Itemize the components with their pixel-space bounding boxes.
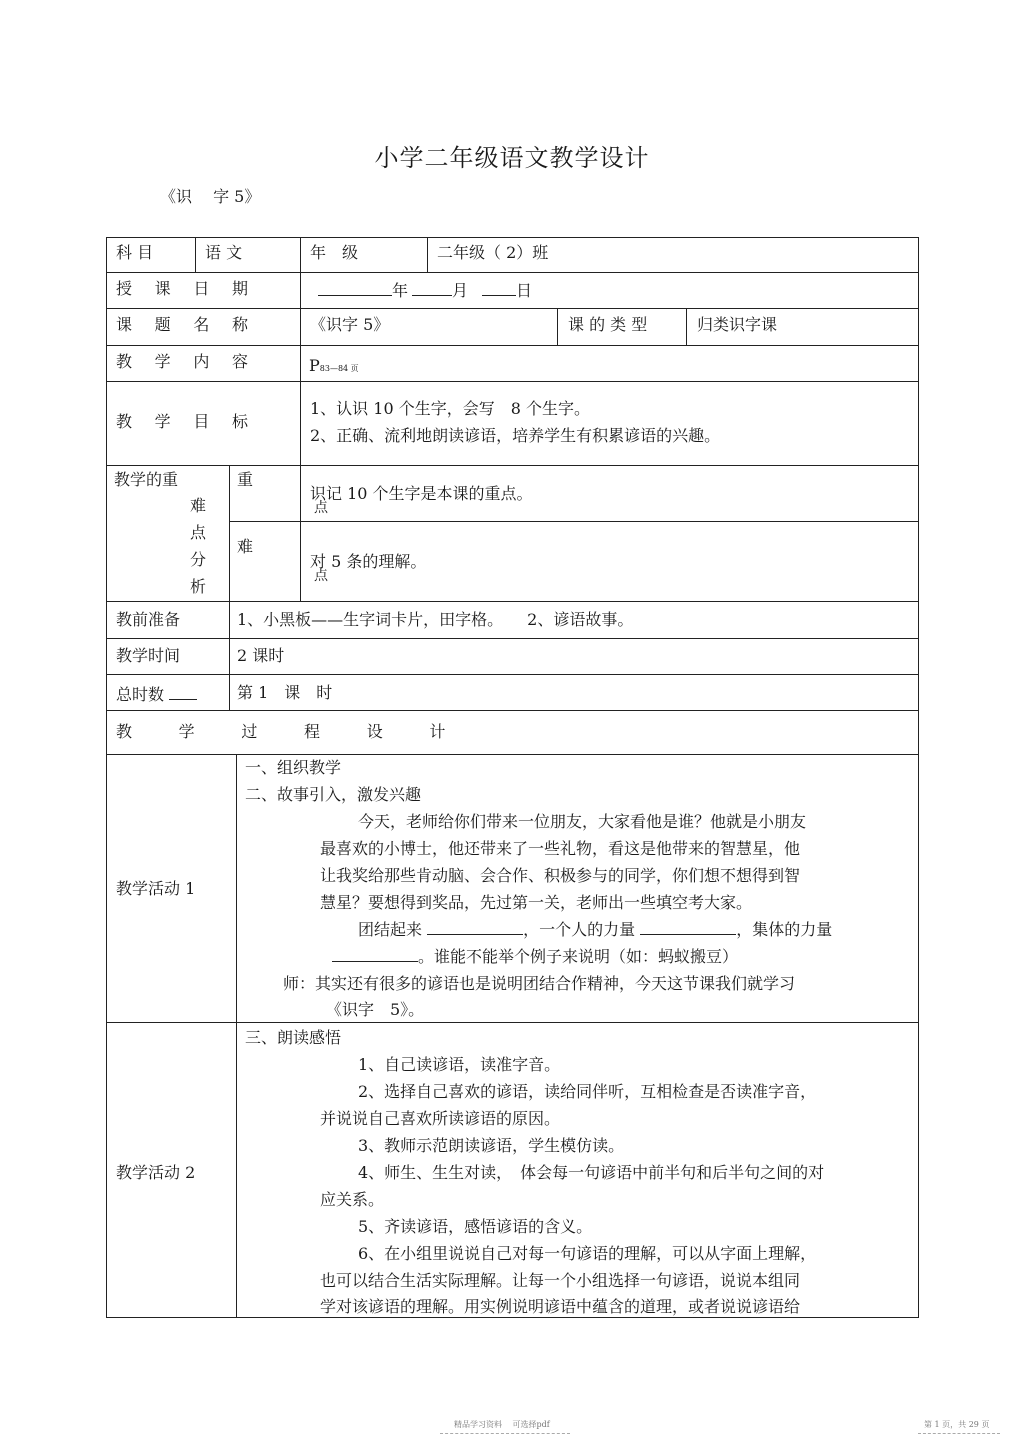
period-value: 第 1 课 时 [237, 683, 333, 702]
activity-2-line: 2、选择自己喜欢的谚语，读给同伴听，互相检查是否读准字音， [358, 1082, 817, 1101]
date-label: 授 课 日 期 [116, 279, 257, 298]
activity-1-heading-1: 一、组织教学 [245, 758, 342, 777]
lesson-name-label: 课 题 名 称 [116, 315, 257, 334]
activity-1-heading-2: 二、故事引入，激发兴趣 [245, 785, 422, 804]
key-difficulty-label-5: 析 [190, 577, 207, 596]
activity-2-line: 6、在小组里说说自己对每一句谚语的理解，可以从字面上理解， [358, 1244, 817, 1263]
lesson-type-value: 归类识字课 [697, 315, 778, 334]
activity-1-line: 最喜欢的小博士，他还带来了一些礼物，看这是他带来的智慧星，他 [320, 839, 801, 858]
key-difficulty-label-2: 难 [190, 496, 207, 515]
activity-2-line: 学对该谚语的理解。用实例说明谚语中蕴含的道理，或者说说谚语给 [320, 1297, 801, 1316]
activity-2-line: 也可以结合生活实际理解。让每一个小组选择一句谚语，说说本组同 [320, 1271, 801, 1290]
key-difficulty-label-3: 点 [190, 523, 207, 542]
lesson-subtitle: 《识 字 5》 [160, 187, 261, 206]
footer-watermark: 精品学习资料 可选择pdf [454, 1420, 550, 1429]
key-point-value: 识记 10 个生字是本课的重点。 [310, 484, 533, 503]
goal-item-2: 2、正确、流利地朗读谚语，培养学生有积累谚语的兴趣。 [310, 426, 721, 445]
prep-value: 1、小黑板——生字词卡片，田字格。 2、谚语故事。 [237, 610, 634, 629]
activity-1-fill-in-line: 团结起来 ，一个人的力量 ，集体的力量 [358, 920, 833, 939]
activity-2-label: 教学活动 2 [116, 1163, 196, 1182]
prep-label: 教前准备 [116, 610, 181, 629]
activity-1-label: 教学活动 1 [116, 879, 196, 898]
page-title: 小学二年级语文教学设计 [374, 144, 650, 172]
activity-2-line: 5、齐读谚语，感悟谚语的含义。 [358, 1217, 593, 1236]
time-label: 教学时间 [116, 646, 181, 665]
content-label: 教 学 内 容 [116, 352, 257, 371]
activity-2-line: 3、教师示范朗读谚语，学生模仿读。 [358, 1136, 625, 1155]
activity-2-line: 应关系。 [320, 1190, 385, 1209]
difficult-point-suffix: 点 [314, 568, 328, 584]
footer-divider [918, 1433, 1000, 1434]
lesson-type-label: 课 的 类 型 [568, 315, 648, 334]
activity-1-fill-in-line-2: 。谁能不能举个例子来说明（如：蚂蚁搬豆） [332, 943, 738, 970]
grade-value: 二年级（ 2）班 [437, 243, 549, 262]
activity-2-line: 4、师生、生生对读， 体会每一句谚语中前半句和后半句之间的对 [358, 1163, 825, 1182]
total-hours-label: 总时数 [116, 683, 197, 705]
key-point-suffix: 点 [314, 500, 328, 516]
content-value: P83—84 页 [309, 356, 359, 375]
goal-label: 教 学 目 标 [116, 412, 257, 431]
subject-label: 科 目 [116, 243, 154, 262]
goal-item-1: 1、认识 10 个生字，会写 8 个生字。 [310, 399, 590, 418]
activity-2-line: 并说说自己喜欢所读谚语的原因。 [320, 1109, 561, 1128]
time-value: 2 课时 [237, 646, 285, 665]
activity-1-line: 师：其实还有很多的谚语也是说明团结合作精神，今天这节课我们就学习 [283, 974, 796, 993]
key-difficulty-label-4: 分 [190, 550, 207, 569]
key-difficulty-label: 教学的重 [114, 470, 179, 489]
grade-label: 年 级 [310, 243, 359, 262]
difficult-point-value: 对 5 条的理解。 [310, 552, 427, 571]
footer-divider [440, 1433, 570, 1434]
date-field: 年 月 日 [318, 279, 532, 301]
process-design-heading: 教 学 过 程 设 计 [116, 722, 467, 741]
page-number: 第 1 页，共 29 页 [924, 1420, 990, 1429]
subject-value: 语 文 [205, 243, 243, 262]
activity-1-line: 慧星？要想得到奖品，先过第一关，老师出一些填空考大家。 [320, 893, 753, 912]
key-point-label: 重 [237, 470, 254, 489]
difficult-point-label: 难 [237, 537, 254, 556]
activity-1-line: 《识字 5》。 [326, 1000, 425, 1019]
activity-2-heading: 三、朗读感悟 [245, 1028, 342, 1047]
activity-1-line: 今天，老师给你们带来一位朋友，大家看他是谁？他就是小朋友 [358, 812, 807, 831]
lesson-name-value: 《识字 5》 [310, 315, 390, 334]
activity-2-line: 1、自己读谚语，读准字音。 [358, 1055, 561, 1074]
activity-1-line: 让我奖给那些肯动脑、会合作、积极参与的同学，你们想不想得到智 [320, 866, 801, 885]
